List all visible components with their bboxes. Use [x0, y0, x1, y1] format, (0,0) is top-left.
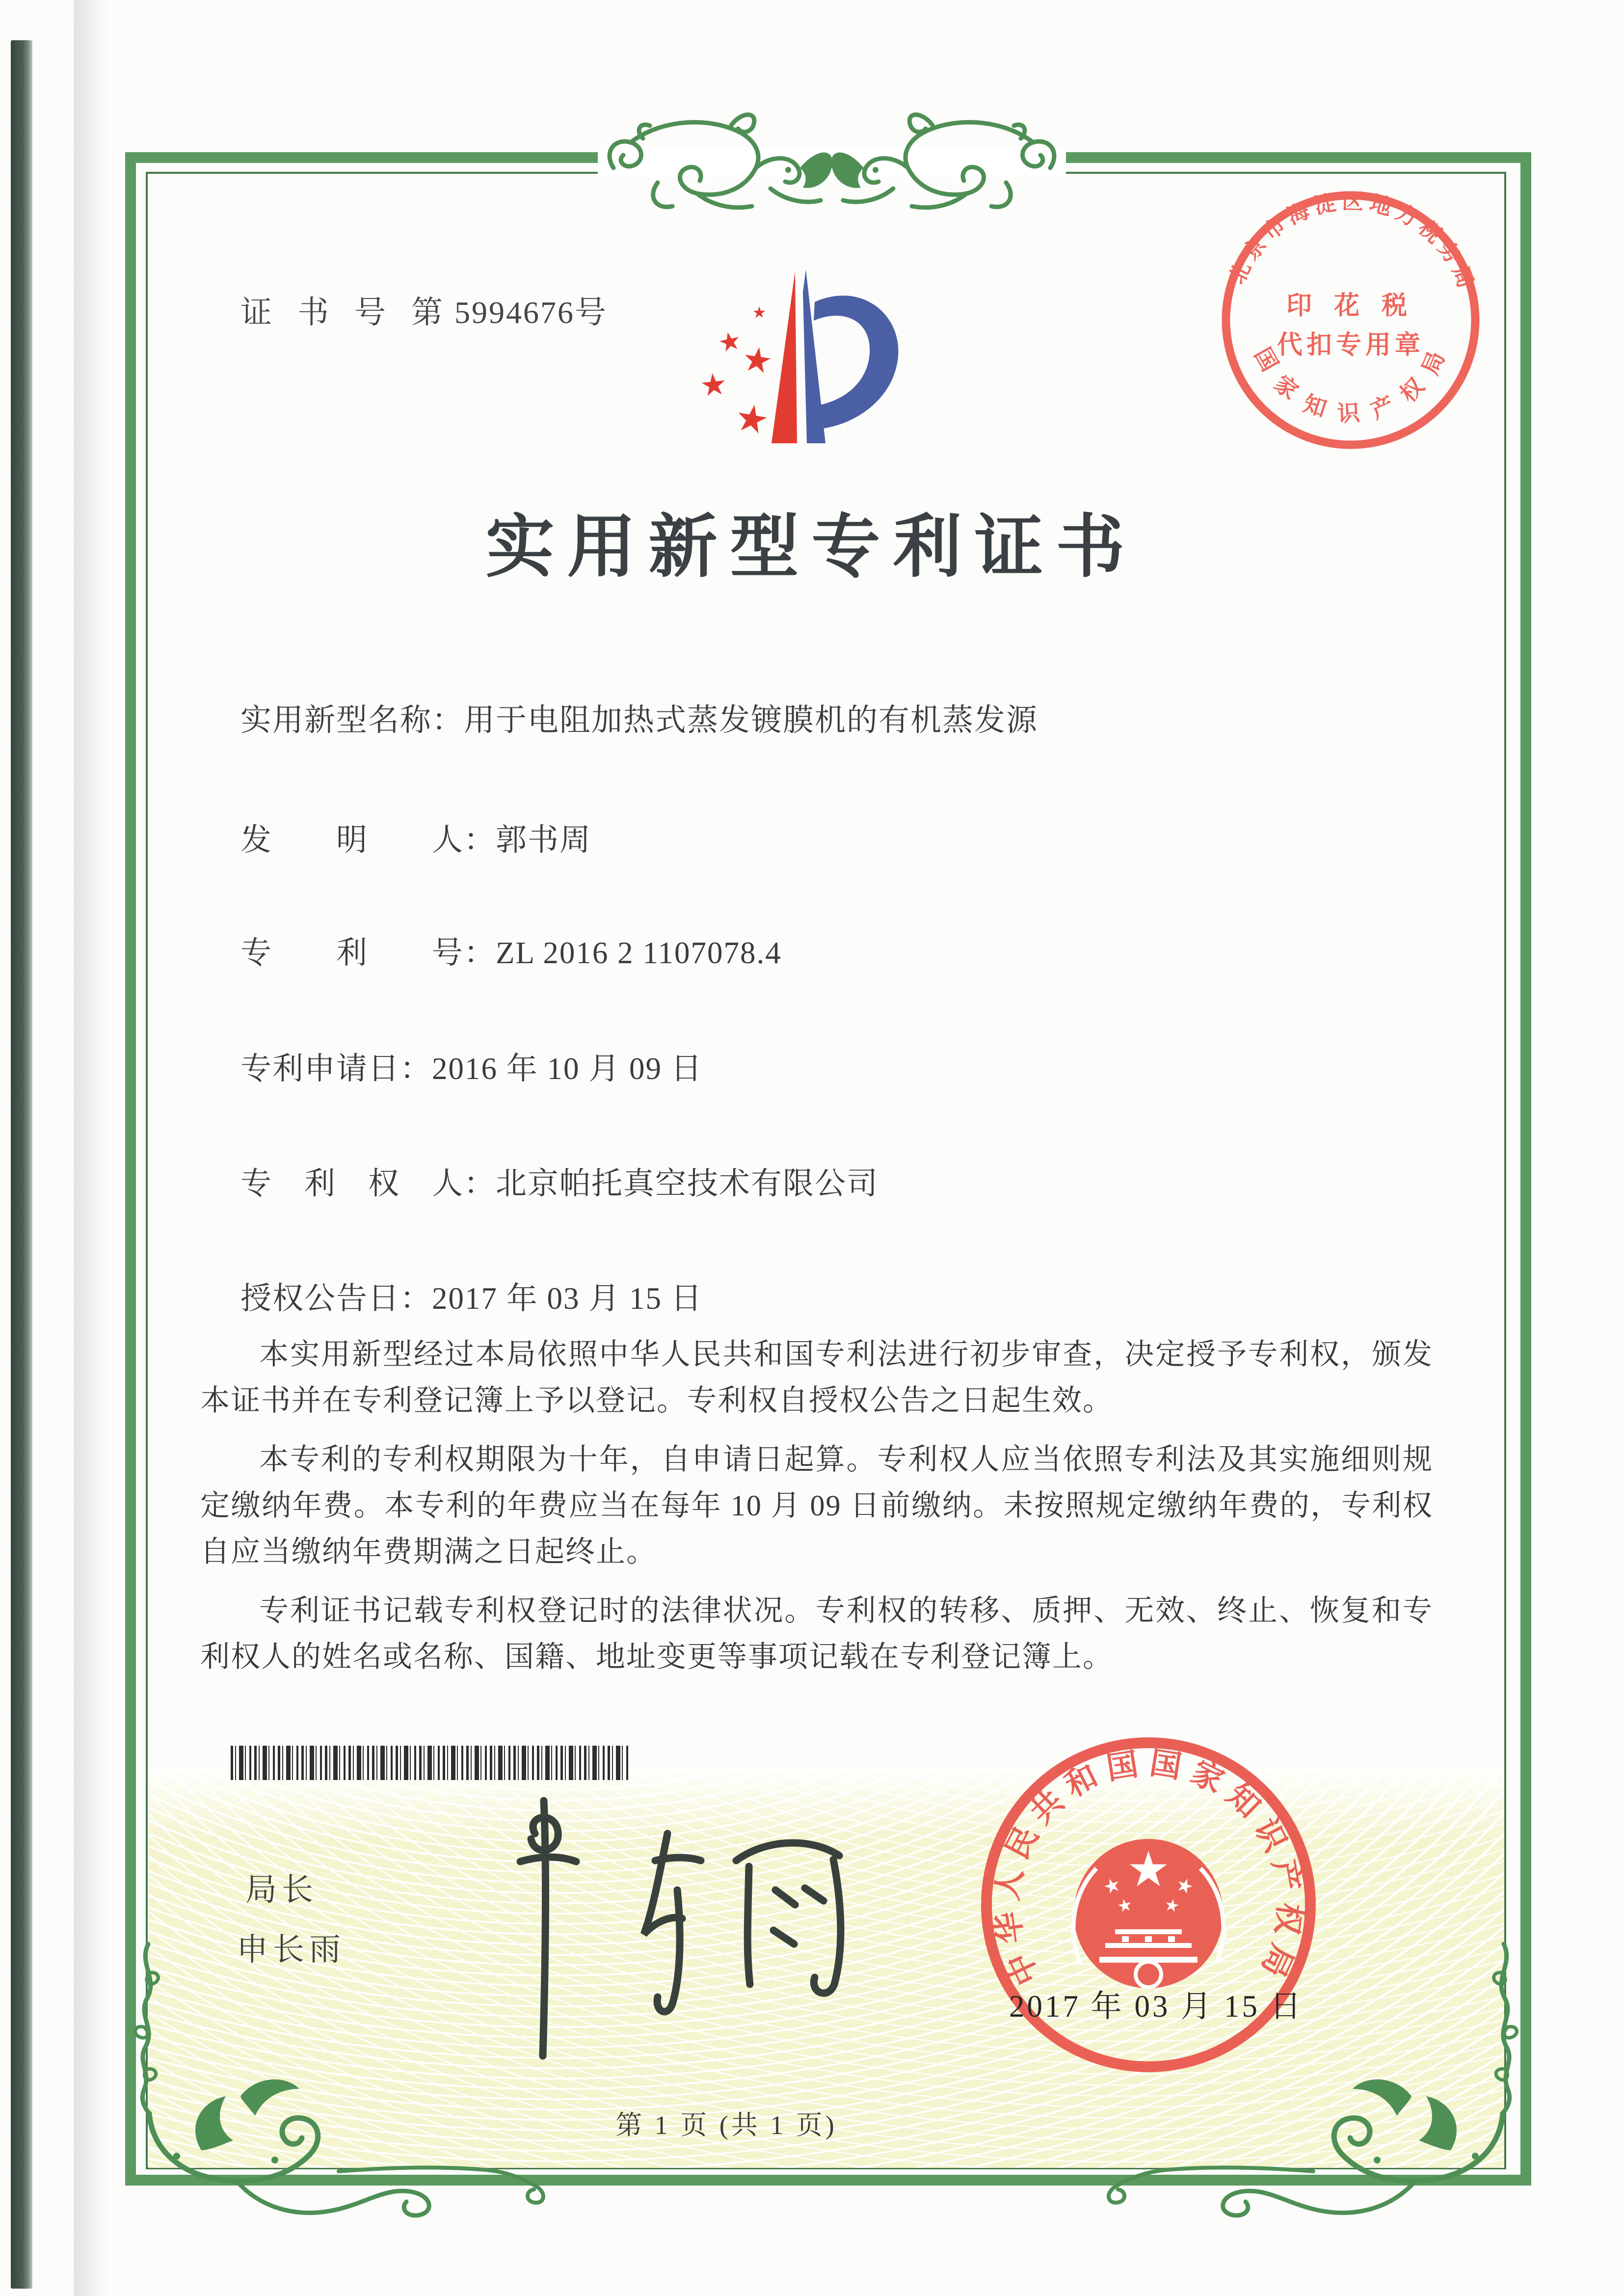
office-seal-arc-text: 中华人民共和国国家知识产权局	[989, 1745, 1308, 1991]
barcode	[231, 1746, 631, 1780]
certificate-number-suffix: 号	[575, 295, 606, 330]
grant-date-stamp: 2017 年 03 月 15 日	[1009, 1989, 1304, 2024]
tax-seal-center-line2: 代扣专用章	[1277, 331, 1425, 359]
field-patentee	[240, 1159, 878, 1203]
tax-seal-top-arc-text: 北京市海淀区地方税务局	[1224, 189, 1480, 296]
legal-paragraph-3: 专利证书记载专利权登记时的法律状况。专利权的转移、质押、无效、终止、恢复和专利权人的姓名或名称、国籍、地址变更等事项记载在专利登记簿上。	[200, 1594, 1433, 1673]
legal-paragraph-2: 本专利的专利权期限为十年，自申请日起算。专利权人应当依照专利法及其实施细则规定缴纳年费。本专利的年费应当在每年 10 月 09 日前缴纳。未按照规定缴纳年费的，专利权自应当缴纳年费期满之日起终止。	[200, 1443, 1433, 1568]
tax-seal-bottom-arc-text: 国家知识产权局	[1250, 334, 1455, 427]
logo-blue-p	[814, 296, 898, 429]
field-patent-number	[240, 928, 782, 972]
logo-stars	[701, 306, 772, 434]
cnipa-patent-logo-icon	[697, 263, 913, 454]
field-inventor	[240, 815, 591, 860]
field-value: 2016 年 10 月 09 日	[432, 1052, 703, 1086]
certificate-number-value: 5994676	[454, 295, 575, 330]
field-value: ZL 2016 2 1107078.4	[496, 936, 782, 970]
director-name: 申长雨	[237, 1932, 346, 1967]
field-label: 实用新型名称：	[240, 703, 464, 737]
certificate-title: 实用新型专利证书	[485, 510, 1138, 586]
logo-red-wedge	[772, 271, 797, 443]
corner-ornament-bottom-left	[113, 1944, 555, 2248]
page-curl-shadow	[74, 0, 108, 2296]
legal-paragraph-1: 本实用新型经过本局依照中华人民共和国专利法进行初步审查，决定授予专利权，颁发本证书并在专利登记簿上予以登记。专利权自授权公告之日起生效。	[200, 1338, 1433, 1417]
field-label: 发 明 人：	[240, 823, 496, 857]
double-dragon-ornament-icon	[584, 109, 1080, 213]
page-number-footer: 第 1 页 (共 1 页)	[615, 2110, 837, 2140]
legal-text-block	[200, 1331, 1433, 1680]
certificate-number-prefix: 证 书 号 第	[240, 295, 452, 330]
director-post-label: 局长	[245, 1872, 318, 1907]
field-value: 2017 年 03 月 15 日	[432, 1281, 703, 1316]
field-value: 北京帕托真空技术有限公司	[496, 1166, 878, 1201]
field-value: 郭书周	[496, 823, 591, 857]
field-utility-model-name	[240, 695, 1038, 740]
field-value: 用于电阻加热式蒸发镀膜机的有机蒸发源	[464, 703, 1038, 737]
svg-text:北京市海淀区地方税务局	[1224, 189, 1480, 296]
book-binding-strip	[11, 40, 32, 2289]
field-label: 专 利 号：	[240, 936, 496, 970]
field-label: 专利申请日：	[240, 1052, 432, 1086]
field-filing-date	[240, 1044, 703, 1088]
tax-seal-center-line1: 印 花 税	[1286, 292, 1415, 320]
field-label: 授权公告日：	[240, 1281, 432, 1316]
certificate-number	[240, 287, 606, 332]
field-grant-publication-date	[240, 1273, 703, 1318]
field-label: 专 利 权 人：	[240, 1166, 496, 1201]
tax-stamp-seal	[1216, 186, 1485, 455]
